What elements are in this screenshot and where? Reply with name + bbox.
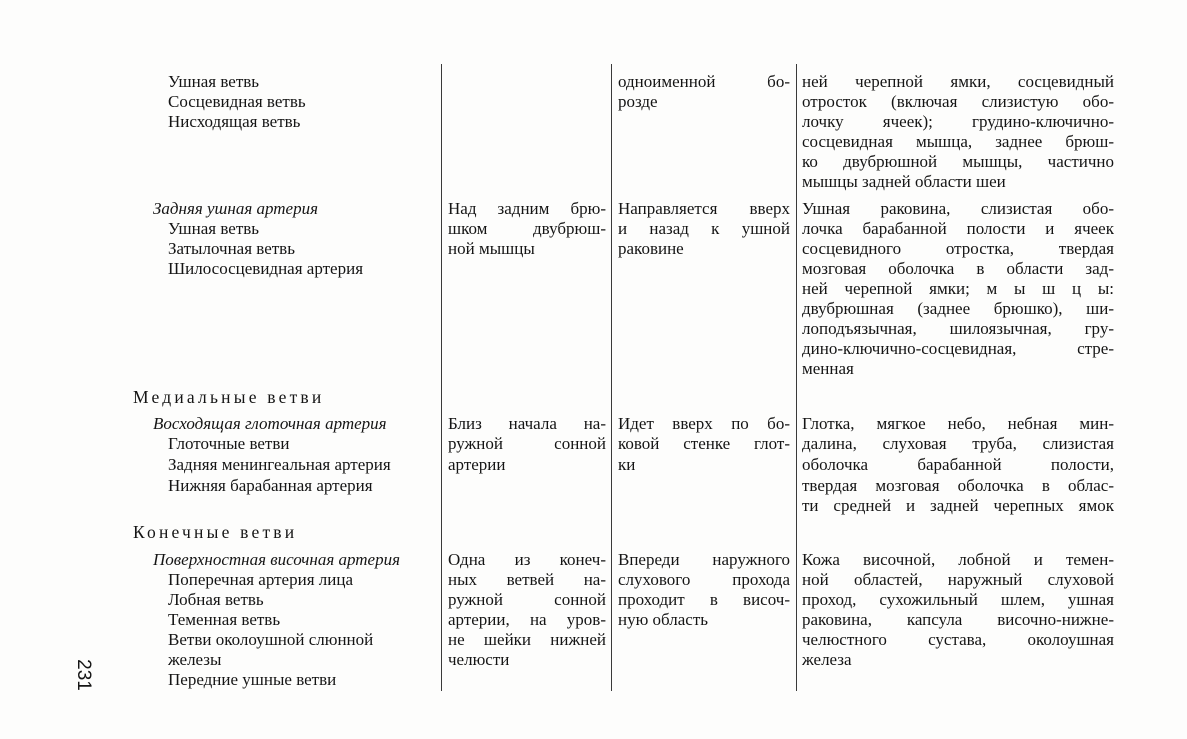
branch-name: Теменная ветвь (168, 610, 281, 629)
supply-text: мозговая оболочка в области зад- (802, 259, 1114, 278)
origin-text: Над задним брю- (448, 199, 606, 218)
branch-name: Лобная ветвь (168, 590, 264, 609)
course-text: Идет вверх по бо- (618, 414, 790, 433)
supply-text: лочка барабанной полости и ячеек (802, 219, 1114, 238)
branch-name: Шилососцевидная артерия (168, 259, 364, 278)
origin-text: артерии (448, 455, 506, 474)
course-text: Направляется вверх (618, 199, 790, 218)
branch-name: Ушная ветвь (168, 219, 260, 238)
origin-text: ной мышцы (448, 239, 535, 258)
course-text: ковой стенке глот- (618, 434, 790, 453)
supply-text: ти средней и задней черепных ямок (802, 496, 1114, 515)
course-text: проходит в височ- (618, 590, 790, 609)
supply-text: ней черепной ямки, сосцевидный (802, 72, 1114, 91)
supply-text: Ушная раковина, слизистая обо- (802, 199, 1114, 218)
branch-name: Задняя менингеальная артерия (168, 455, 391, 474)
origin-text: челюсти (448, 650, 510, 669)
course-text: одноименной бо- (618, 72, 790, 91)
supply-text: сосцевидная мышца, заднее брюш- (802, 132, 1114, 151)
supply-text: проход, сухожильный шлем, ушная (802, 590, 1114, 609)
origin-text: Близ начала на- (448, 414, 606, 433)
supply-text: Кожа височной, лобной и темен- (802, 550, 1114, 569)
supply-text: ко двубрюшной мышцы, частично (802, 152, 1114, 171)
artery-name: Задняя ушная артерия (153, 199, 318, 218)
supply-text: Глотка, мягкое небо, небная мин- (802, 414, 1114, 433)
supply-text: дино-ключично-сосцевидная, стре- (802, 339, 1114, 358)
supply-text: далина, слуховая труба, слизистая (802, 434, 1114, 453)
origin-text: ружной сонной (448, 590, 606, 609)
supply-text: двубрюшная (заднее брюшко), ши- (802, 299, 1114, 318)
column-rule-2 (611, 64, 612, 691)
branch-name: Поперечная артерия лица (168, 570, 353, 589)
origin-text: ружной сонной (448, 434, 606, 453)
course-text: и назад к ушной (618, 219, 790, 238)
course-text: ную область (618, 610, 709, 629)
branch-name: Ветви околоушной слюнной (168, 630, 374, 649)
section-heading: Медиальные ветви (133, 387, 325, 407)
origin-text: ных ветвей на- (448, 570, 606, 589)
origin-text: артерии, на уров- (448, 610, 606, 629)
branch-name: Сосцевидная ветвь (168, 92, 306, 111)
artery-name: Восходящая глоточная артерия (153, 414, 387, 433)
supply-text: менная (802, 359, 854, 378)
course-text: слухового прохода (618, 570, 790, 589)
supply-text: оболочка барабанной полости, (802, 455, 1114, 474)
course-text: раковине (618, 239, 684, 258)
course-text: розде (618, 92, 658, 111)
supply-text: ной областей, наружный слуховой (802, 570, 1114, 589)
supply-text: лочку ячеек); грудино-ключично- (802, 112, 1114, 131)
supply-text: сосцевидного отростка, твердая (802, 239, 1114, 258)
origin-text: не шейки нижней (448, 630, 606, 649)
origin-text: шком двубрюш- (448, 219, 606, 238)
supply-text: мышцы задней области шеи (802, 172, 1006, 191)
branch-name: Затылочная ветвь (168, 239, 295, 258)
branch-name: Глоточные ветви (168, 434, 290, 453)
column-rule-1 (441, 64, 442, 691)
column-rule-3 (796, 64, 797, 691)
supply-text: челюстного сустава, околоушная (802, 630, 1114, 649)
branch-name: Ушная ветвь (168, 72, 260, 91)
supply-text: лоподъязычная, шилоязычная, гру- (802, 319, 1114, 338)
supply-text: твердая мозговая оболочка в облас- (802, 476, 1114, 495)
branch-name: Передние ушные ветви (168, 670, 337, 689)
branch-name: Нижняя барабанная артерия (168, 476, 373, 495)
course-text: Впереди наружного (618, 550, 790, 569)
supply-text: отросток (включая слизистую обо- (802, 92, 1114, 111)
branch-name: Нисходящая ветвь (168, 112, 301, 131)
supply-text: железа (802, 650, 852, 669)
branch-name: железы (168, 650, 222, 669)
supply-text: раковина, капсула височно-нижне- (802, 610, 1114, 629)
origin-text: Одна из конеч- (448, 550, 606, 569)
supply-text: ней черепной ямки; м ы ш ц ы: (802, 279, 1114, 298)
artery-name: Поверхностная височная артерия (153, 550, 401, 569)
course-text: ки (618, 455, 636, 474)
page-number: 231 (73, 659, 94, 691)
section-heading: Конечные ветви (133, 522, 298, 542)
